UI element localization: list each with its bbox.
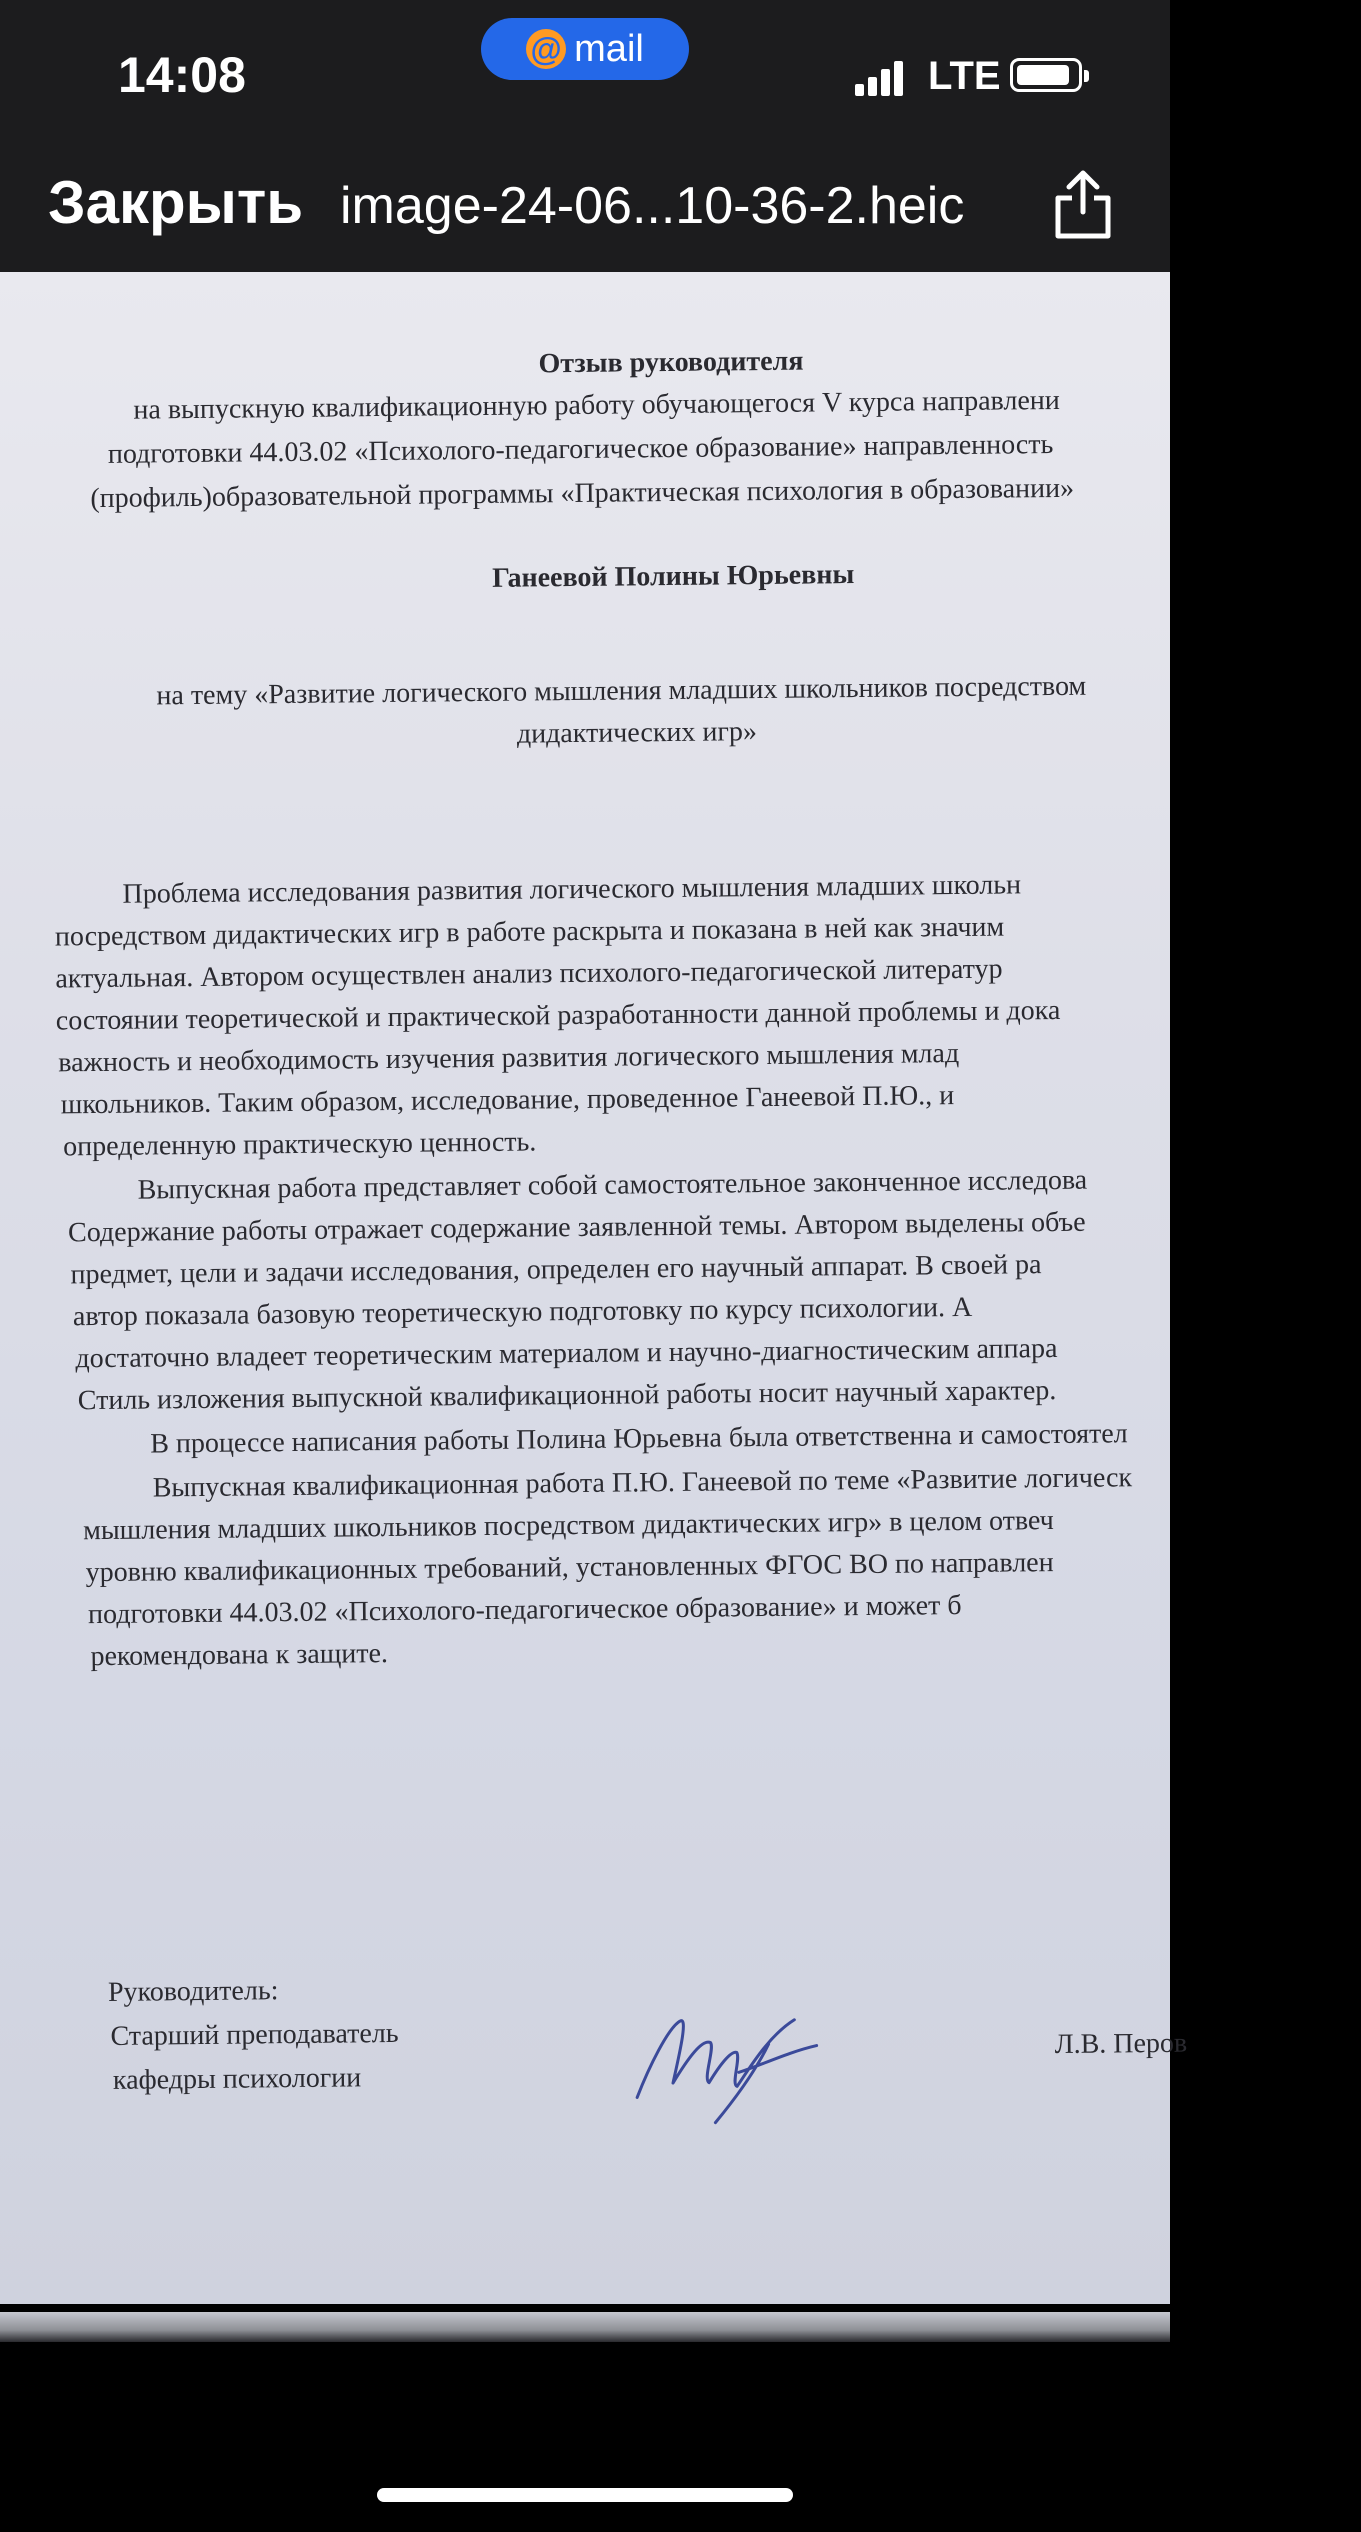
- header-line: подготовки 44.03.02 «Психолого-педагогическое образование» направленность: [107, 428, 1054, 470]
- body-line: Выпускная работа представляет собой самостоятельное законченное исследова: [137, 1164, 1088, 1206]
- at-icon: @: [526, 29, 566, 69]
- body-line: Стиль изложения выпускной квалификационной работы носит научный характер.: [77, 1375, 1057, 1417]
- body-line: В процессе написания работы Полина Юрьевна была ответственна и самостоятел: [150, 1418, 1128, 1460]
- body-line: определенную практическую ценность.: [63, 1126, 537, 1163]
- share-icon[interactable]: [1050, 168, 1116, 240]
- signer-name: Л.В. Перов: [1054, 2027, 1188, 2061]
- body-line: автор показала базовую теоретическую подготовку по курсу психологии. А: [72, 1291, 973, 1333]
- topic-line: дидактических игр»: [516, 716, 758, 750]
- photo-bottom-edge: [0, 2312, 1170, 2342]
- topic-line: на тему «Развитие логического мышления младших школьников посредством: [156, 670, 1087, 712]
- body-line: предмет, цели и задачи исследования, определен его научный аппарат. В своей ра: [70, 1249, 1042, 1291]
- close-button[interactable]: Закрыть: [48, 169, 304, 236]
- body-line: подготовки 44.03.02 «Психолого-педагогическое образование» и может б: [87, 1590, 962, 1631]
- signal-icon: [855, 60, 905, 96]
- header-line: (профиль)образовательной программы «Практическая психология в образовании»: [90, 472, 1075, 515]
- body-line: уровню квалификационных требований, установленных ФГОС ВО по направлен: [85, 1547, 1054, 1589]
- body-line: Содержание работы отражает содержание заявленной темы. Автором выделены объе: [67, 1206, 1086, 1249]
- signature-label: Старший преподаватель: [110, 2017, 399, 2052]
- document-page: [0, 260, 1191, 2312]
- body-line: достаточно владеет теоретическим материалом и научно-диагностическим аппара: [75, 1332, 1058, 1375]
- network-type: LTE: [928, 54, 1001, 98]
- mail-pill-label: mail: [574, 27, 644, 70]
- file-name: image-24-06...10-36-2.heic: [340, 177, 965, 235]
- body-line: Выпускная квалификационная работа П.Ю. Ганеевой по теме «Развитие логическ: [152, 1462, 1133, 1504]
- body-line: актуальная. Автором осуществлен анализ психолого-педагогической литератур: [55, 953, 1003, 995]
- status-time: 14:08: [118, 47, 246, 103]
- body-line: состоянии теоретической и практической разработанности данной проблемы и дока: [55, 994, 1061, 1037]
- mail-app-pill[interactable]: [481, 18, 689, 80]
- body-line: посредством дидактических игр в работе раскрыта и показана в ней как значим: [54, 911, 1005, 953]
- top-bar: [0, 0, 1170, 272]
- doc-title: Отзыв руководителя: [538, 345, 804, 380]
- signature-label: Руководитель:: [107, 1975, 279, 2008]
- signature-label: кафедры психологии: [112, 2062, 362, 2096]
- body-line: важность и необходимость изучения развития логического мышления млад: [58, 1038, 960, 1079]
- handwritten-signature: [618, 1985, 829, 2127]
- header-line: на выпускную квалификационную работу обучающегося V курса направлени: [133, 384, 1060, 426]
- document-photo: [0, 272, 1188, 2304]
- body-line: мышления младших школьников посредством дидактических игр» в целом отвеч: [83, 1505, 1054, 1547]
- body-line: школьников. Таким образом, исследование, проведенное Ганеевой П.Ю., и: [60, 1080, 955, 1121]
- battery-icon: [1010, 58, 1082, 92]
- home-indicator[interactable]: [377, 2488, 793, 2502]
- body-line: рекомендована к защите.: [90, 1638, 389, 1673]
- student-name: Ганеевой Полины Юрьевны: [492, 559, 855, 594]
- body-line: Проблема исследования развития логического мышления младших школьн: [122, 869, 1022, 910]
